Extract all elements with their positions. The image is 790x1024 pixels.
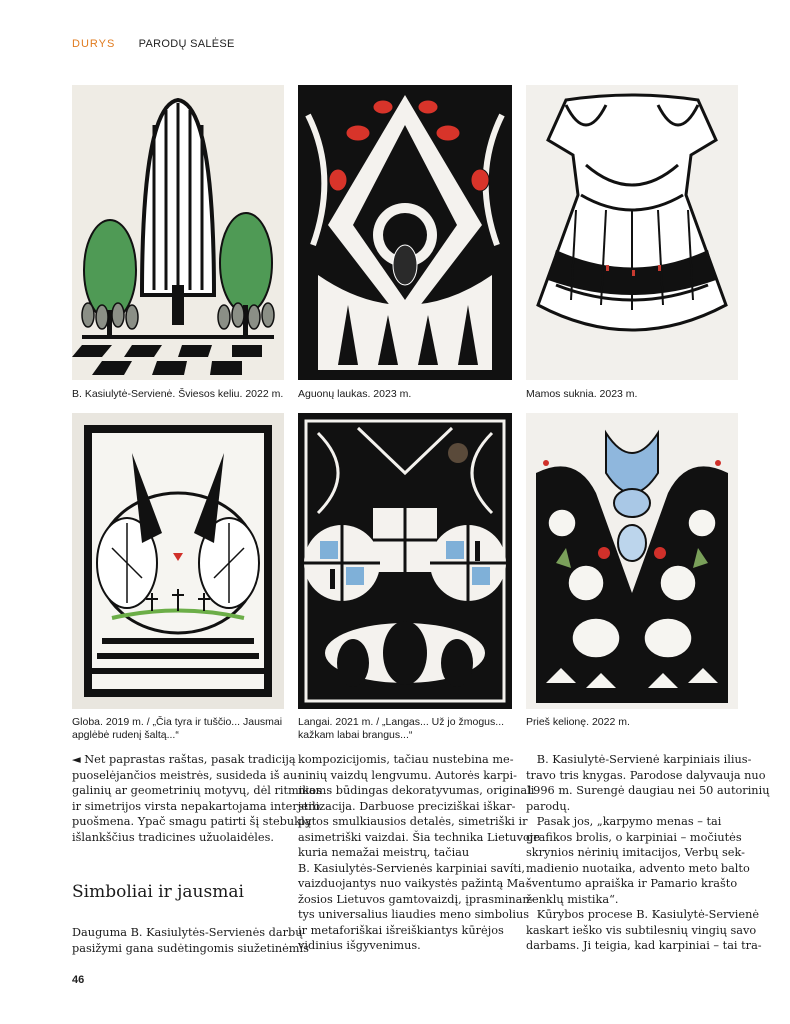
text-column-3: [526, 752, 770, 954]
body-line: kuria nemažai meistrų, tačiau: [298, 846, 470, 859]
section-title: PARODŲ SALĖSE: [138, 38, 235, 50]
body-line: 1996 m. Surengė daugiau nei 50 autorinių: [526, 784, 770, 797]
body-line: niams būdingas dekoratyvumas, originali: [298, 784, 535, 797]
papercut-dress-image: [526, 85, 738, 380]
body-line: žosios Lietuvos gamtovaizdį, įprasminan-: [298, 892, 534, 906]
figure-caption: Aguonų laukas. 2023 m.: [298, 388, 412, 400]
body-line: asimetriški vaizdai. Šia technika Lietuvoje: [298, 830, 540, 844]
artwork-mamos-suknia: [526, 85, 738, 380]
artwork-aguonu-laukas: [298, 85, 512, 380]
body-line: parodų.: [526, 799, 571, 813]
body-line: grafikos brolis, o karpiniai – močiutės: [526, 830, 742, 844]
figure-caption: Globa. 2019 m. / „Čia tyra ir tuščio... Jausmai apglėbė rudenį šaltą...“: [72, 716, 283, 741]
body-line: madienio nuotaika, advento meto balto: [526, 861, 750, 875]
section-heading: Simboliai ir jausmai: [72, 882, 244, 902]
body-line: travo tris knygas. Parodose dalyvauja nuo: [526, 768, 766, 782]
artwork-sviesos-keliu: [72, 85, 284, 380]
body-line: ninių vaizdų lengvumu. Autorės karpi-: [298, 768, 517, 782]
artwork-langai: [298, 413, 512, 709]
text-column-1: [72, 752, 322, 956]
body-line: darbams. Ji teigia, kad karpiniai – tai tra-: [526, 939, 762, 952]
page-number: 46: [72, 974, 85, 986]
text-column-2: [298, 752, 540, 954]
papercut-poppies-image: [298, 85, 512, 380]
figure-caption: B. Kasiulytė-Servienė. Šviesos keliu. 2022 m.: [72, 388, 284, 400]
body-line: B. Kasiulytė-Servienė karpiniais ilius-: [526, 753, 752, 766]
body-line: pasižymi gana sudėtingomis siužetinėmis: [72, 941, 309, 955]
running-header: [72, 38, 235, 50]
figure-caption: Prieš kelionę. 2022 m.: [526, 716, 630, 728]
body-line: tys universalius liaudies meno simbolius: [298, 908, 530, 921]
artwork-globa: [72, 413, 284, 709]
magazine-brand: DURYS: [72, 38, 116, 50]
body-line: vidinius išgyvenimus.: [298, 939, 421, 952]
figure-caption: Mamos suknia. 2023 m.: [526, 388, 638, 400]
body-line: Pasak jos, „karpymo menas – tai: [526, 815, 722, 828]
body-line: Dauguma B. Kasiulytės-Servienės darbų: [72, 926, 303, 939]
body-line: vaizduojantys nuo vaikystės pažintą Ma-: [298, 877, 529, 890]
body-line: Kūrybos procese B. Kasiulytė-Servienė: [526, 908, 760, 921]
body-line: pytos smulkiausios detalės, simetriški ir: [298, 815, 528, 828]
body-line: ir simetrijos virsta nepakartojama interjero: [72, 799, 321, 813]
body-line: ir metaforiškai išreiškiantys kūrėjos: [298, 923, 504, 937]
papercut-windows-image: [298, 413, 512, 709]
body-line: puošmena. Ypač smagu patirti šį stebuklą: [72, 815, 312, 828]
papercut-globa-image: [72, 413, 284, 709]
body-line: išlankščius tradicines užuolaidėles.: [72, 830, 274, 844]
body-line: ◄ Net paprastas raštas, pasak tradiciją: [72, 753, 296, 766]
body-line: stilizacija. Darbuose preciziškai iškar-: [298, 799, 516, 813]
body-line: ženklų mistika“.: [526, 892, 619, 906]
body-line: kompozicijomis, tačiau nustebina me-: [298, 753, 514, 766]
body-line: šventumo apraiška ir Pamario krašto: [526, 877, 738, 890]
figure-caption: Langai. 2021 m. / „Langas... Už jo žmogus... kažkam labai brangus...“: [298, 716, 505, 741]
body-line: puoselėjančios meistrės, susideda iš au-: [72, 768, 301, 782]
papercut-journey-image: [526, 413, 738, 709]
body-line: skrynios nėrinių imitacijos, Verbų sek-: [526, 846, 745, 859]
papercut-trees-image: [72, 85, 284, 380]
body-line: kaskart ieško vis subtilesnių vingių savo: [526, 923, 757, 937]
artwork-pries-kelione: [526, 413, 738, 709]
body-line: galinių ar geometrinių motyvų, dėl ritmikos: [72, 784, 322, 797]
body-line: B. Kasiulytės-Servienės karpiniai savíti,: [298, 861, 525, 875]
